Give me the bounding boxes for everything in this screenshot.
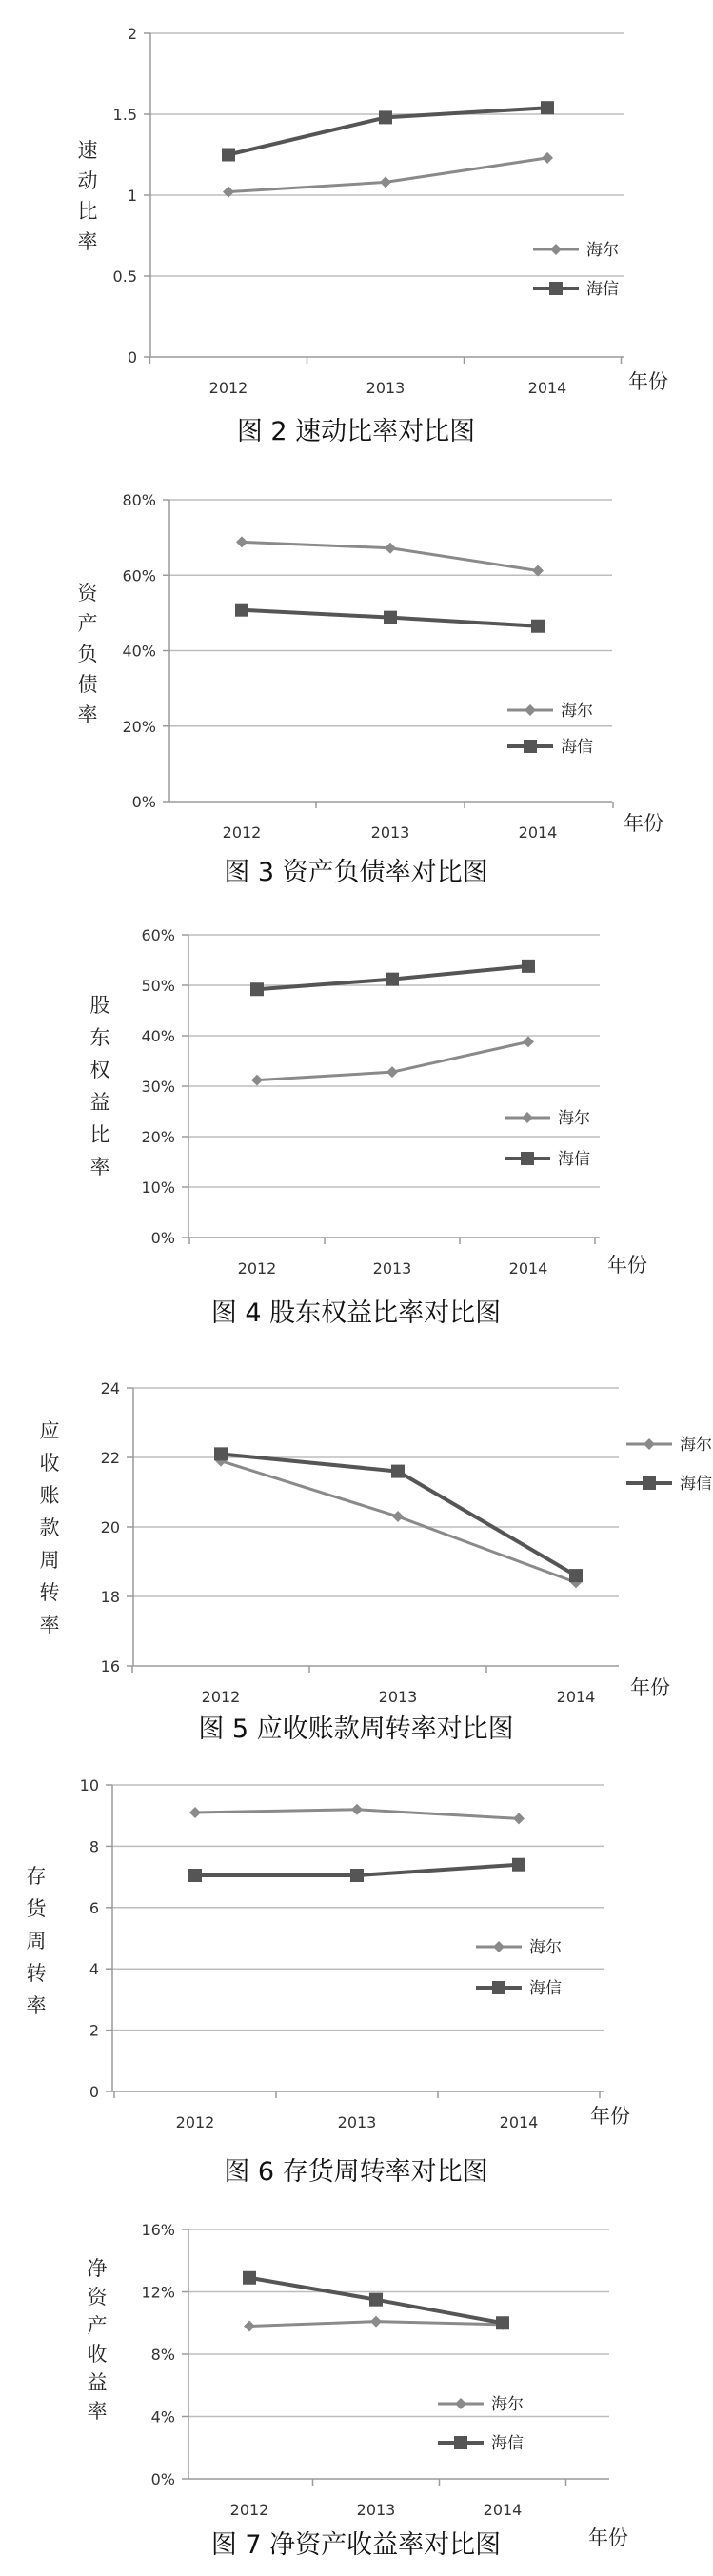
y-tick-label: 40%: [141, 1027, 175, 1045]
x-tick-label: 2014: [556, 1688, 596, 1706]
y-tick-label: 10%: [141, 1179, 175, 1197]
data-point: [391, 1465, 405, 1478]
legend-label: 海信: [529, 1979, 562, 1998]
x-tick-label: 2012: [208, 379, 248, 397]
legend-marker: [525, 704, 536, 716]
data-point: [522, 960, 535, 973]
y-tick-label: 10: [79, 1776, 99, 1794]
data-point: [189, 1807, 201, 1818]
legend-marker: [524, 740, 537, 753]
y-axis-label: 股东权益比率: [89, 994, 110, 1179]
data-point: [250, 982, 264, 996]
y-tick-label: 50%: [141, 977, 175, 995]
legend-label: 海尔: [561, 702, 593, 721]
legend-label: 海信: [680, 1475, 712, 1494]
data-point: [244, 2321, 255, 2332]
data-point: [379, 110, 392, 124]
figure-caption: 图 6 存货周转率对比图: [224, 2157, 488, 2187]
x-axis-label: 年份: [624, 812, 663, 835]
legend-label: 海信: [561, 738, 593, 757]
legend-label: 海信: [491, 2434, 524, 2453]
data-point: [222, 149, 235, 162]
legend-marker: [521, 1152, 534, 1165]
legend-marker: [550, 244, 562, 255]
data-point: [386, 973, 399, 986]
y-tick-label: 2: [89, 2021, 99, 2040]
legend-item: [438, 2434, 524, 2453]
x-axis-label: 年份: [630, 1676, 670, 1699]
data-point: [542, 152, 553, 164]
y-tick-label: 60%: [122, 566, 156, 585]
figure-caption: 图 2 速动比率对比图: [236, 417, 476, 446]
legend-item: [476, 1938, 562, 1957]
x-axis-label: 年份: [590, 2105, 630, 2128]
legend-label: 海尔: [680, 1436, 712, 1455]
y-tick-label: 20: [100, 1518, 120, 1536]
data-point: [512, 1858, 525, 1872]
legend-label: 海尔: [529, 1938, 562, 1957]
legend-marker: [454, 2436, 467, 2449]
y-tick-label: 8: [89, 1837, 99, 1856]
legend-item: [507, 738, 593, 757]
y-tick-label: 20%: [122, 717, 156, 736]
data-point: [369, 2293, 383, 2307]
data-point: [531, 620, 545, 633]
legend-label: 海尔: [491, 2395, 524, 2414]
figure-caption: 图 5 应收账款周转率对比图: [198, 1714, 514, 1744]
chart-3: [78, 491, 664, 887]
data-point: [223, 187, 234, 198]
x-axis-label: 年份: [628, 370, 668, 393]
legend-marker: [644, 1438, 655, 1450]
x-axis-label: 年份: [588, 2526, 628, 2549]
legend-label: 海信: [558, 1150, 590, 1169]
y-tick-label: 16%: [141, 2221, 175, 2239]
x-tick-label: 2014: [508, 1259, 548, 1278]
data-point: [380, 176, 391, 188]
legend-label: 海尔: [558, 1109, 590, 1128]
y-tick-label: 24: [100, 1379, 120, 1397]
y-tick-label: 0%: [150, 2470, 175, 2488]
chart-7: [88, 2221, 629, 2560]
x-tick-label: 2014: [483, 2501, 523, 2519]
legend-marker: [455, 2398, 466, 2409]
y-axis-label: 存货周转率: [26, 1865, 47, 2017]
y-tick-label: 0: [89, 2083, 99, 2101]
legend-item: [626, 1436, 712, 1455]
y-tick-label: 2: [127, 25, 137, 43]
y-tick-label: 40%: [122, 642, 156, 661]
y-tick-label: 0.5: [112, 268, 137, 286]
data-point: [251, 1075, 263, 1086]
x-tick-label: 2014: [518, 823, 558, 842]
y-tick-label: 1: [127, 187, 137, 205]
y-axis-label: 资产负债率: [77, 582, 98, 726]
y-tick-label: 0%: [131, 793, 156, 811]
y-tick-label: 4%: [150, 2408, 175, 2427]
x-tick-label: 2012: [229, 2501, 269, 2519]
legend-item: [505, 1150, 590, 1169]
y-tick-label: 8%: [150, 2346, 175, 2364]
legend-label: 海信: [586, 280, 619, 299]
data-point: [386, 1066, 398, 1078]
legend-marker: [493, 1941, 505, 1952]
data-point: [569, 1569, 583, 1582]
figure-caption: 图 7 净资产收益率对比图: [210, 2530, 502, 2560]
y-tick-label: 80%: [122, 491, 156, 509]
x-tick-label: 2013: [356, 2501, 396, 2519]
x-tick-label: 2012: [222, 823, 262, 842]
legend-item: [507, 702, 593, 721]
legend-item: [533, 280, 619, 299]
x-tick-label: 2013: [370, 823, 410, 842]
data-point: [384, 611, 397, 624]
x-tick-label: 2013: [372, 1259, 412, 1278]
x-tick-label: 2012: [175, 2113, 215, 2131]
y-tick-label: 16: [100, 1657, 120, 1675]
y-tick-label: 1.5: [112, 106, 137, 124]
x-tick-label: 2013: [366, 379, 406, 397]
data-point: [392, 1511, 404, 1522]
data-point: [513, 1813, 525, 1824]
x-tick-label: 2014: [499, 2113, 539, 2131]
legend-label: 海尔: [586, 241, 619, 260]
x-tick-label: 2012: [237, 1259, 277, 1278]
data-point: [235, 604, 248, 617]
legend-item: [438, 2395, 524, 2414]
x-tick-label: 2013: [337, 2113, 377, 2131]
figure-caption: 图 4 股东权益比率对比图: [210, 1298, 502, 1328]
y-tick-label: 12%: [141, 2283, 175, 2302]
legend-item: [533, 241, 619, 260]
y-tick-label: 60%: [141, 926, 175, 944]
data-point: [523, 1036, 534, 1047]
y-tick-label: 4: [89, 1960, 99, 1979]
series-line-haier: [228, 158, 547, 192]
data-point: [188, 1869, 202, 1882]
y-axis-label: 速动比率: [77, 139, 98, 253]
legend-marker: [643, 1476, 656, 1490]
data-point: [214, 1447, 228, 1460]
chart-6: [27, 1776, 631, 2187]
data-point: [541, 101, 554, 114]
legend-item: [505, 1109, 590, 1128]
x-tick-label: 2014: [527, 379, 567, 397]
data-point: [243, 2271, 256, 2285]
data-point: [385, 543, 396, 554]
x-tick-label: 2013: [378, 1688, 418, 1706]
legend-item: [476, 1979, 562, 1998]
legend-marker: [492, 1981, 505, 1994]
chart-2: [78, 25, 669, 446]
x-axis-label: 年份: [607, 1254, 647, 1277]
data-point: [350, 1869, 364, 1882]
chart-4: [90, 926, 648, 1328]
data-point: [496, 2316, 509, 2329]
x-tick-label: 2012: [201, 1688, 241, 1706]
y-tick-label: 0: [127, 348, 137, 367]
y-tick-label: 0%: [150, 1229, 175, 1247]
y-tick-label: 20%: [141, 1128, 175, 1146]
y-axis-label: 净资产收益率: [87, 2257, 108, 2423]
y-tick-label: 22: [100, 1449, 120, 1467]
data-point: [370, 2316, 382, 2328]
chart-5: [40, 1379, 713, 1744]
legend-marker: [522, 1112, 533, 1123]
y-axis-label: 应收账款周转率: [39, 1419, 60, 1636]
legend-marker: [549, 282, 563, 295]
data-point: [351, 1804, 363, 1815]
legend-item: [626, 1475, 712, 1494]
y-tick-label: 18: [100, 1588, 120, 1606]
y-tick-label: 30%: [141, 1078, 175, 1096]
data-point: [236, 536, 248, 547]
figure-caption: 图 3 资产负债率对比图: [224, 858, 488, 887]
y-tick-label: 6: [89, 1898, 99, 1917]
